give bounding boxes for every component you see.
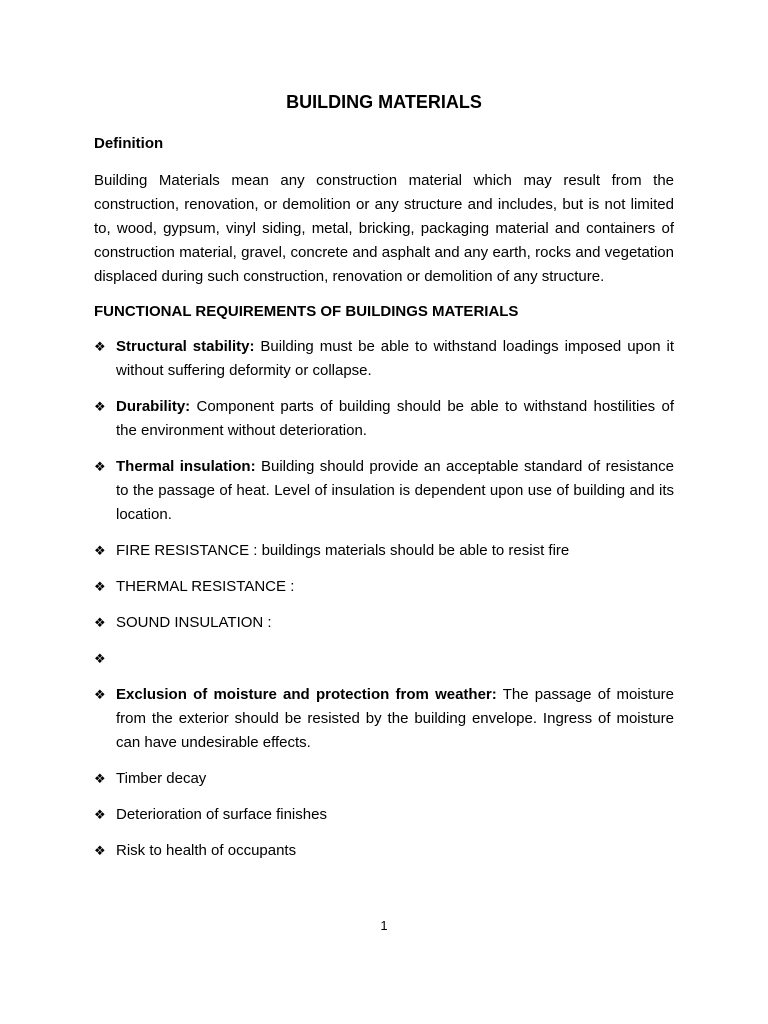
diamond-bullet-icon: ❖ <box>94 771 106 786</box>
list-item <box>94 335 674 383</box>
list-item <box>94 455 674 527</box>
page-number: 1 <box>380 918 388 933</box>
diamond-bullet-icon: ❖ <box>94 651 106 666</box>
list-item <box>94 395 674 443</box>
list-item <box>94 839 674 863</box>
diamond-bullet-icon: ❖ <box>94 843 106 858</box>
list-item <box>94 647 674 671</box>
bullet-text: SOUND INSULATION : <box>116 614 272 631</box>
list-item <box>94 767 674 791</box>
bullet-text: Deterioration of surface finishes <box>116 806 327 823</box>
list-item <box>94 611 674 635</box>
diamond-bullet-icon: ❖ <box>94 459 106 474</box>
bullet-text: FIRE RESISTANCE : buildings materials should be able to resist fire <box>116 542 570 559</box>
definition-paragraph: Building Materials mean any construction material which may result from the construction, renovation, or demolition or any structure and includes, but is not limited to, wood, gypsum, vinyl siding, metal, bricking, packaging material and containers of construction material, gravel, concrete and asphalt and any earth, rocks and vegetation displaced during such construction, renovation or demolition of any structure. <box>94 172 674 285</box>
bullet-text: Risk to health of occupants <box>116 842 297 859</box>
bullet-term: Exclusion of moisture and protection from weather: <box>116 686 497 703</box>
bullet-text: The passage of moisture from the exterior should be resisted by the building envelope. Ingress of moisture can have undesirable effects. <box>116 686 674 751</box>
diamond-bullet-icon: ❖ <box>94 687 106 702</box>
list-item <box>94 575 674 599</box>
diamond-bullet-icon: ❖ <box>94 339 106 354</box>
bullet-term: Durability: <box>116 398 191 415</box>
list-item <box>94 683 674 755</box>
diamond-bullet-icon: ❖ <box>94 399 106 414</box>
bullet-text: THERMAL RESISTANCE : <box>116 578 295 595</box>
list-item <box>94 803 674 827</box>
diamond-bullet-icon: ❖ <box>94 543 106 558</box>
requirements-heading: FUNCTIONAL REQUIREMENTS OF BUILDINGS MATERIALS <box>94 303 519 320</box>
diamond-bullet-icon: ❖ <box>94 579 106 594</box>
definition-heading: Definition <box>94 135 164 152</box>
bullet-term: Thermal insulation: <box>116 458 256 475</box>
bullet-term: Structural stability: <box>116 338 255 355</box>
bullet-text: Component parts of building should be able to withstand hostilities of the environment without deterioration. <box>116 398 674 439</box>
bullet-text: Building must be able to withstand loadings imposed upon it without suffering deformity or collapse. <box>116 338 674 379</box>
list-item <box>94 539 674 563</box>
document-title: BUILDING MATERIALS <box>286 92 482 112</box>
requirements-list <box>94 335 674 863</box>
diamond-bullet-icon: ❖ <box>94 615 106 630</box>
bullet-text: Timber decay <box>116 770 207 787</box>
bullet-text: Building should provide an acceptable standard of resistance to the passage of heat. Level of insulation is dependent upon use of building and its location. <box>116 458 674 523</box>
diamond-bullet-icon: ❖ <box>94 807 106 822</box>
